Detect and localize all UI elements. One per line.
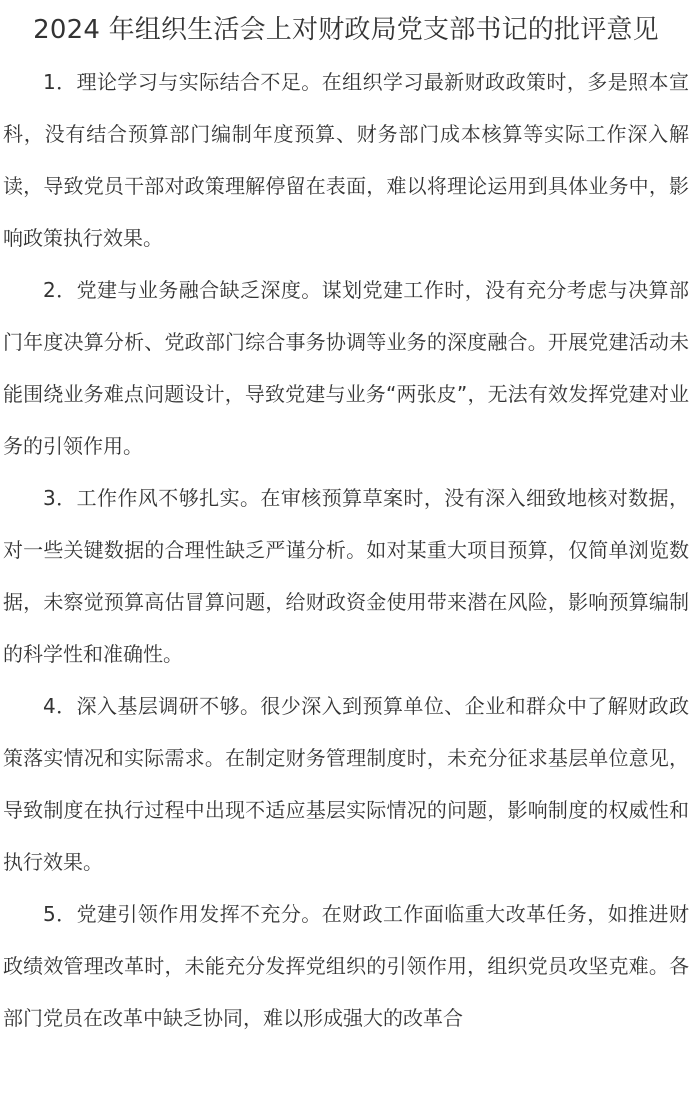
paragraph-5: 5．党建引领作用发挥不充分。在财政工作面临重大改革任务，如推进财政绩效管理改革时，未能充分发挥党组织的引领作用，组织党员攻坚克难。各部门党员在改革中缺乏协同，难以形成强大的改革合 (3, 902, 689, 1030)
paragraph-1: 1．理论学习与实际结合不足。在组织学习最新财政政策时，多是照本宣科，没有结合预算部门编制年度预算、财务部门成本核算等实际工作深入解读，导致党员干部对政策理解停留在表面，难以将理论运用到具体业务中，影响政策执行效果。 (3, 70, 689, 250)
document-title: 2024 年组织生活会上对财政局党支部书记的批评意见 (33, 15, 659, 45)
paragraph-4: 4．深入基层调研不够。很少深入到预算单位、企业和群众中了解财政政策落实情况和实际需求。在制定财务管理制度时，未充分征求基层单位意见，导致制度在执行过程中出现不适应基层实际情况的问题，影响制度的权威性和执行效果。 (3, 694, 689, 874)
paragraph-3: 3．工作作风不够扎实。在审核预算草案时，没有深入细致地核对数据，对一些关键数据的合理性缺乏严谨分析。如对某重大项目预算，仅简单浏览数据，未察觉预算高估冒算问题，给财政资金使用带来潜在风险，影响预算编制的科学性和准确性。 (3, 486, 689, 666)
paragraph-2: 2．党建与业务融合缺乏深度。谋划党建工作时，没有充分考虑与决算部门年度决算分析、党政部门综合事务协调等业务的深度融合。开展党建活动未能围绕业务难点问题设计，导致党建与业务“两张皮”，无法有效发挥党建对业务的引领作用。 (3, 278, 689, 458)
